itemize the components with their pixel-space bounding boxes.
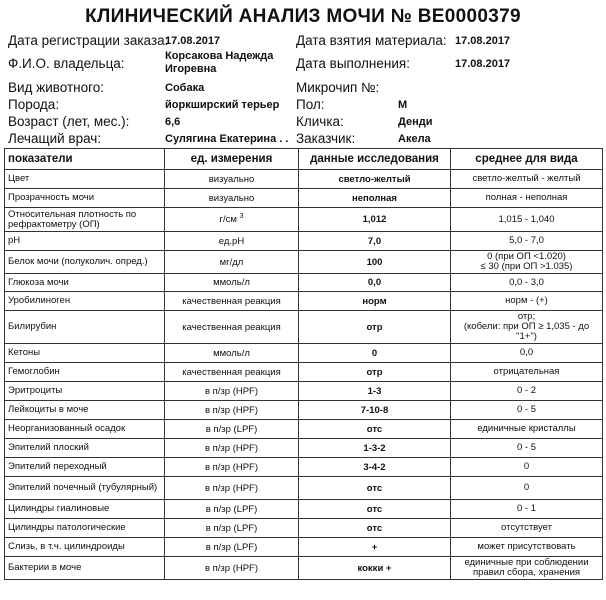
age-value: 6,6 — [165, 116, 181, 128]
parameter-name: Эпителий переходный — [8, 461, 107, 472]
reference-value: светло-желтый - желтый — [472, 173, 581, 184]
parameter-name: Лейкоциты в моче — [8, 404, 89, 415]
unit-cell — [165, 538, 299, 557]
result-value: + — [371, 541, 378, 553]
unit-cell — [165, 274, 299, 292]
reference-value-line2: ≤ 30 (при ОП >1.035) — [480, 261, 573, 272]
parameter-name: Эритроциты — [8, 385, 63, 396]
completion-date-label: Дата выполнения: — [296, 56, 410, 71]
reference-value: 0 - 2 — [516, 385, 536, 396]
table-row — [5, 208, 603, 232]
result-cell — [299, 538, 451, 557]
unit-text: в п/зр (LPF) — [205, 423, 258, 435]
table-row — [5, 274, 603, 292]
result-cell — [299, 311, 451, 344]
header-unit: ед. измерения — [165, 149, 299, 170]
reference-value: 0 - 5 — [516, 442, 536, 453]
result-value: отр — [366, 321, 383, 333]
reference-value: 0 — [523, 461, 530, 472]
table-row — [5, 170, 603, 189]
reference-cell — [451, 311, 603, 344]
doctor-label: Лечащий врач: — [8, 131, 102, 146]
table-row — [5, 439, 603, 458]
unit-text: в п/зр (HPF) — [204, 482, 259, 494]
result-cell — [299, 420, 451, 439]
breed-value: йоркширский терьер — [165, 99, 280, 111]
reference-value: 0,0 — [519, 347, 534, 358]
unit-text: в п/зр (HPF) — [204, 385, 259, 397]
parameter-name: Эпителий плоский — [8, 442, 89, 453]
table-row — [5, 189, 603, 208]
result-value: отс — [366, 423, 383, 435]
table-row — [5, 251, 603, 274]
result-cell — [299, 500, 451, 519]
result-cell — [299, 274, 451, 292]
unit-cell — [165, 189, 299, 208]
reference-cell — [451, 401, 603, 420]
result-value: отс — [366, 503, 383, 515]
table-row — [5, 401, 603, 420]
parameter-name: Белок мочи (полуколич. опред.) — [8, 256, 148, 267]
parameter-name: pH — [8, 235, 21, 246]
parameter-cell — [5, 170, 165, 189]
parameter-cell — [5, 477, 165, 500]
sample-date-value: 17.08.2017 — [455, 35, 511, 47]
parameter-cell — [5, 311, 165, 344]
reference-cell — [451, 382, 603, 401]
table-row — [5, 500, 603, 519]
unit-text: в п/зр (LPF) — [205, 503, 258, 515]
table-row — [5, 557, 603, 580]
reference-cell — [451, 519, 603, 538]
unit-text: в п/зр (HPF) — [204, 562, 259, 574]
owner-name-value-line2: Игоревна — [165, 63, 217, 75]
result-cell — [299, 439, 451, 458]
age-label: Возраст (лет, мес.): — [8, 114, 130, 129]
result-value: 100 — [366, 256, 383, 268]
parameter-cell — [5, 232, 165, 251]
result-value: 7,0 — [367, 235, 382, 247]
table-row — [5, 311, 603, 344]
unit-cell — [165, 232, 299, 251]
parameter-name: Эпителий почечный (тубулярный) — [8, 482, 158, 493]
unit-text: в п/зр (LPF) — [205, 541, 258, 553]
doctor-value: Сулягина Екатерина . . — [165, 133, 289, 145]
unit-text: мг/дл — [219, 256, 244, 268]
unit-text: ед.pH — [218, 235, 245, 247]
result-cell — [299, 208, 451, 232]
unit-text: качественная реакция — [182, 366, 281, 378]
parameter-name: Цилиндры патологические — [8, 522, 126, 533]
completion-date-value: 17.08.2017 — [455, 58, 511, 70]
reference-cell — [451, 458, 603, 477]
result-value: 1-3-2 — [363, 442, 386, 454]
reference-cell — [451, 557, 603, 580]
animal-species-value: Собака — [165, 82, 205, 94]
reference-cell — [451, 363, 603, 382]
reference-value: единичные кристаллы — [477, 423, 576, 434]
parameter-name: Билирубин — [8, 321, 57, 332]
parameter-name: Глюкоза мочи — [8, 276, 69, 288]
reference-cell — [451, 500, 603, 519]
parameter-cell — [5, 274, 165, 292]
parameter-cell — [5, 519, 165, 538]
reference-value: 0 (при ОП <1.020) — [487, 251, 566, 262]
result-value: 0,0 — [367, 277, 382, 288]
header-parameter: показатели — [5, 149, 165, 170]
parameter-cell — [5, 420, 165, 439]
result-value: 0 — [371, 347, 378, 359]
table-row — [5, 292, 603, 311]
parameter-cell — [5, 363, 165, 382]
unit-cell — [165, 500, 299, 519]
parameter-name: Бактерии в моче — [8, 562, 82, 573]
breed-label: Порода: — [8, 97, 60, 112]
table-row — [5, 420, 603, 439]
result-cell — [299, 458, 451, 477]
parameter-cell — [5, 251, 165, 274]
reference-value: 1,015 - 1,040 — [498, 213, 555, 225]
table-row — [5, 458, 603, 477]
unit-text: качественная реакция — [182, 321, 281, 333]
parameter-cell — [5, 557, 165, 580]
parameter-cell — [5, 208, 165, 232]
result-cell — [299, 232, 451, 251]
sex-label: Пол: — [296, 97, 325, 112]
reference-value: отр; — [517, 311, 536, 322]
unit-text: в п/зр (LPF) — [205, 522, 258, 534]
parameter-name: Кетоны — [8, 347, 41, 358]
pet-name-label: Кличка: — [296, 114, 344, 129]
unit-text: в п/зр (HPF) — [204, 404, 259, 416]
unit-superscript: 3 — [239, 213, 244, 221]
header-reference: среднее для вида — [451, 149, 603, 170]
result-value: отс — [366, 482, 383, 494]
result-cell — [299, 292, 451, 311]
results-table — [4, 148, 603, 580]
reference-value-line3: "1+") — [516, 331, 537, 342]
unit-cell — [165, 251, 299, 274]
parameter-cell — [5, 382, 165, 401]
unit-text: ммоль/л — [213, 277, 250, 288]
parameter-name: Слизь, в т.ч. цилиндроиды — [8, 541, 125, 552]
parameter-cell — [5, 344, 165, 363]
result-value: 7-10-8 — [360, 404, 389, 416]
reference-cell — [451, 232, 603, 251]
customer-label: Заказчик: — [296, 131, 356, 146]
reference-cell — [451, 170, 603, 189]
reference-value-line2: правил сбора, хранения — [472, 567, 581, 578]
parameter-cell — [5, 458, 165, 477]
pet-name-value: Денди — [398, 116, 433, 128]
parameter-name: Цилиндры гиалиновые — [8, 503, 110, 514]
unit-cell — [165, 208, 299, 232]
parameter-cell — [5, 189, 165, 208]
table-row — [5, 363, 603, 382]
owner-name-value: Корсакова Надежда — [165, 50, 274, 62]
result-value: отс — [366, 522, 383, 534]
unit-cell — [165, 557, 299, 580]
unit-cell — [165, 420, 299, 439]
table-row — [5, 477, 603, 500]
parameter-name: Прозрачность мочи — [8, 192, 95, 203]
reference-value: 0 - 1 — [516, 503, 536, 514]
result-cell — [299, 251, 451, 274]
parameter-cell — [5, 401, 165, 420]
unit-text: г/см — [219, 214, 237, 226]
owner-name-label: Ф.И.О. владельца: — [8, 56, 125, 71]
result-value: светло-желтый — [338, 173, 411, 185]
order-registration-date-value: 17.08.2017 — [165, 35, 221, 47]
table-row — [5, 538, 603, 557]
unit-cell — [165, 311, 299, 344]
sample-date-label: Дата взятия материала: — [296, 33, 447, 48]
table-row — [5, 232, 603, 251]
result-cell — [299, 189, 451, 208]
unit-text: визуально — [208, 173, 255, 185]
result-value: 1,012 — [362, 214, 387, 225]
unit-cell — [165, 439, 299, 458]
unit-cell — [165, 477, 299, 500]
parameter-name: Уробилиноген — [8, 295, 71, 306]
reference-cell — [451, 208, 603, 232]
customer-value: Акела — [398, 133, 431, 145]
parameter-name: Гемоглобин — [8, 366, 60, 377]
reference-cell — [451, 439, 603, 458]
unit-cell — [165, 401, 299, 420]
table-row — [5, 344, 603, 363]
reference-value: 5,0 - 7,0 — [509, 235, 544, 246]
reference-cell — [451, 189, 603, 208]
unit-cell — [165, 363, 299, 382]
reference-cell — [451, 420, 603, 439]
unit-text: в п/зр (HPF) — [204, 461, 259, 473]
result-value: отр — [366, 366, 383, 378]
result-cell — [299, 519, 451, 538]
unit-text: ммоль/л — [213, 347, 250, 359]
result-value: кокки + — [357, 562, 392, 574]
result-cell — [299, 344, 451, 363]
parameter-cell — [5, 292, 165, 311]
result-cell — [299, 477, 451, 500]
parameter-name: Относительная плотность по рефрактометру (ОП) — [8, 208, 137, 230]
reference-value: единичные при соблюдении — [464, 557, 589, 568]
unit-text: визуально — [208, 192, 255, 204]
reference-cell — [451, 538, 603, 557]
unit-cell — [165, 170, 299, 189]
reference-value-line2: (кобели: при ОП ≥ 1,035 - до — [463, 321, 590, 332]
parameter-cell — [5, 439, 165, 458]
parameter-cell — [5, 500, 165, 519]
reference-value: отсутствует — [501, 522, 552, 533]
reference-cell — [451, 292, 603, 311]
result-value: неполная — [352, 192, 397, 204]
document-title: КЛИНИЧЕСКИЙ АНАЛИЗ МОЧИ № ВЕ0000379 — [85, 6, 521, 27]
unit-cell — [165, 344, 299, 363]
result-value: 1-3 — [367, 385, 382, 397]
result-cell — [299, 363, 451, 382]
reference-value: норм - (+) — [505, 295, 548, 306]
microchip-label: Микрочип №: — [296, 80, 380, 95]
unit-cell — [165, 292, 299, 311]
unit-text: качественная реакция — [182, 295, 281, 307]
result-value: 3-4-2 — [363, 461, 386, 473]
reference-value: отрицательная — [493, 366, 560, 377]
order-registration-date-label: Дата регистрации заказа: — [8, 33, 169, 48]
parameter-cell — [5, 538, 165, 557]
unit-cell — [165, 458, 299, 477]
table-row — [5, 519, 603, 538]
result-cell — [299, 401, 451, 420]
reference-cell — [451, 477, 603, 500]
reference-cell — [451, 344, 603, 363]
table-header-row — [5, 149, 603, 170]
reference-value: 0 - 5 — [516, 404, 536, 415]
header-result: данные исследования — [299, 149, 451, 170]
reference-value: 0,0 - 3,0 — [509, 276, 544, 288]
parameter-name: Цвет — [8, 173, 30, 184]
reference-cell — [451, 251, 603, 274]
unit-cell — [165, 519, 299, 538]
result-cell — [299, 382, 451, 401]
reference-value: может присутствовать — [477, 541, 576, 552]
result-value: норм — [362, 295, 387, 307]
reference-value: 0 — [523, 482, 530, 493]
unit-cell — [165, 382, 299, 401]
sex-value: М — [398, 99, 408, 111]
table-row — [5, 382, 603, 401]
reference-cell — [451, 274, 603, 292]
reference-value: полная - неполная — [485, 192, 568, 203]
unit-text: в п/зр (HPF) — [204, 442, 259, 454]
parameter-name: Неорганизованный осадок — [8, 423, 126, 434]
result-cell — [299, 557, 451, 580]
result-cell — [299, 170, 451, 189]
animal-species-label: Вид животного: — [8, 80, 105, 95]
